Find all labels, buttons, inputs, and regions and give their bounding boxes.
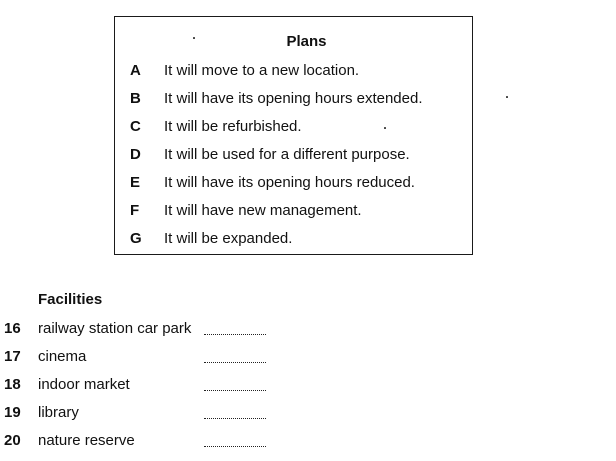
plan-text: It will have new management. — [164, 202, 362, 219]
plan-text: It will be expanded. — [164, 230, 293, 247]
facility-label: indoor market — [38, 376, 130, 393]
plan-letter: D — [130, 146, 141, 163]
question-number: 17 — [4, 348, 21, 365]
plan-letter: G — [130, 230, 142, 247]
answer-blank[interactable] — [204, 334, 266, 335]
question-number: 20 — [4, 432, 21, 449]
plan-text: It will have its opening hours extended. — [164, 90, 423, 107]
answer-blank[interactable] — [204, 362, 266, 363]
question-number: 18 — [4, 376, 21, 393]
plan-letter: A — [130, 62, 141, 79]
plans-box — [114, 16, 473, 255]
plan-letter: F — [130, 202, 140, 219]
plan-text: It will move to a new location. — [164, 62, 360, 79]
question-number: 16 — [4, 320, 21, 337]
plan-text: It will have its opening hours reduced. — [164, 174, 415, 191]
plan-letter: E — [130, 174, 141, 191]
plan-letter: B — [130, 90, 141, 107]
facility-label: library — [38, 404, 79, 421]
facility-label: nature reserve — [38, 432, 135, 449]
plan-text: It will be refurbished. — [164, 118, 302, 135]
facility-label: cinema — [38, 348, 87, 365]
scan-speck — [193, 37, 195, 39]
plan-letter: C — [130, 118, 141, 135]
plan-text: It will be used for a different purpose. — [164, 146, 410, 163]
answer-blank[interactable] — [204, 418, 266, 419]
scan-speck — [506, 96, 508, 98]
plans-title: Plans — [286, 33, 327, 50]
answer-blank[interactable] — [204, 446, 266, 447]
scan-speck — [384, 127, 386, 129]
question-number: 19 — [4, 404, 21, 421]
facilities-heading: Facilities — [38, 291, 103, 308]
facility-label: railway station car park — [38, 320, 192, 337]
answer-blank[interactable] — [204, 390, 266, 391]
